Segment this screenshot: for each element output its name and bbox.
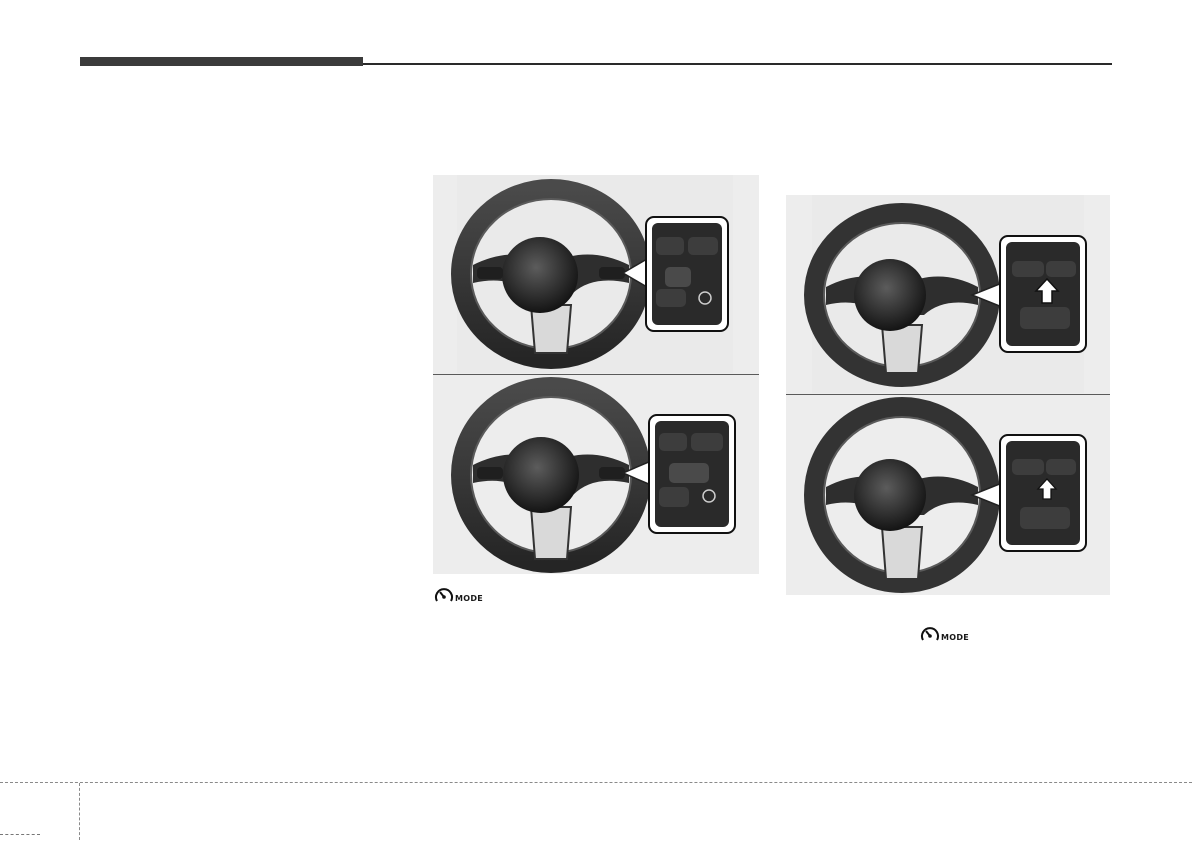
steering-wheel-bottom	[814, 407, 1002, 583]
footer-rule	[0, 782, 1192, 783]
speedometer-icon	[920, 626, 940, 642]
control-panel-inset-bottom	[649, 415, 735, 533]
steering-figure-right	[786, 195, 1110, 595]
speedometer-icon	[434, 587, 454, 603]
steering-wheel-bottom	[461, 387, 651, 563]
header-rule	[363, 63, 1112, 65]
steering-wheel-illustration	[786, 195, 1110, 595]
mode-caption-left	[434, 587, 483, 603]
footer-divider	[79, 783, 80, 840]
header-bar	[80, 57, 363, 66]
figure-divider	[433, 374, 759, 375]
mode-caption-right	[920, 626, 969, 642]
steering-figure-left	[433, 175, 759, 574]
control-panel-inset-top	[646, 217, 728, 331]
mode-label-text: MODE	[455, 594, 484, 603]
control-panel-inset-top	[1000, 236, 1086, 352]
figure-divider	[786, 394, 1110, 395]
control-panel-inset-bottom	[1000, 435, 1086, 551]
mode-label-text: MODE	[941, 633, 970, 642]
